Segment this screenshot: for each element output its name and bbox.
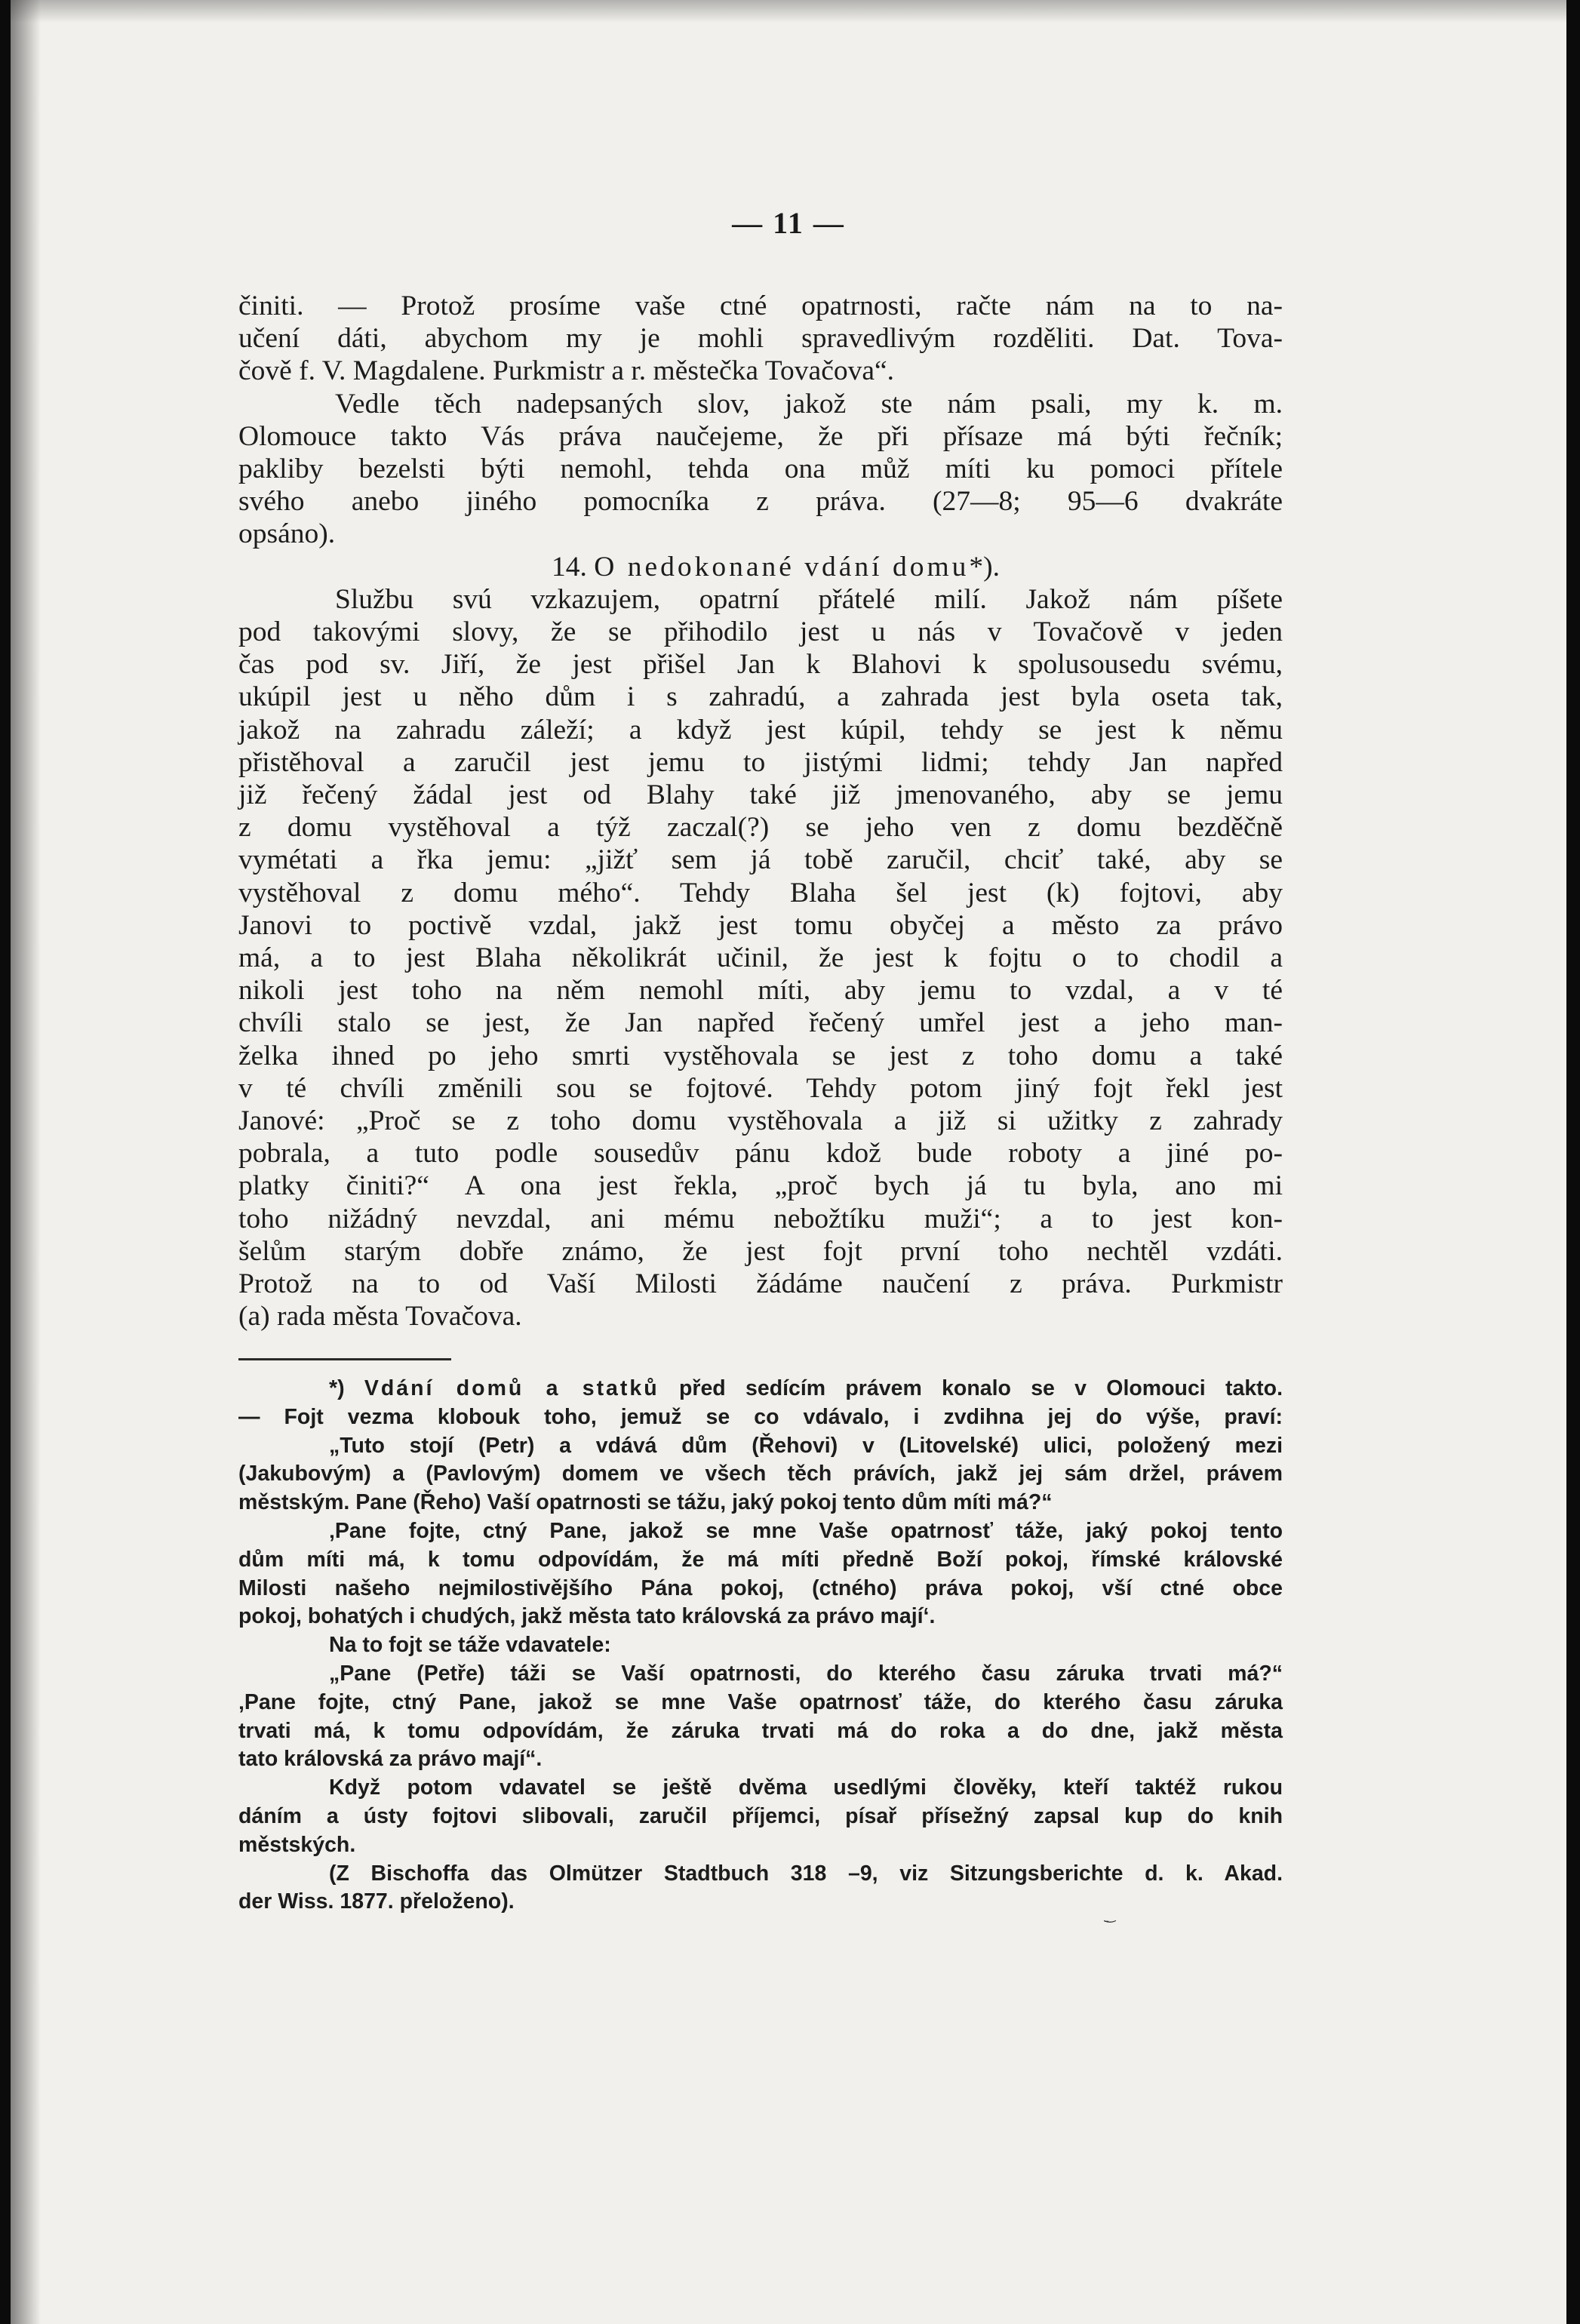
text-line: učení dáti, abychom my je mohli spravedlivým rozděliti. Dat. Tova- [238, 323, 1283, 355]
text-line: jakož na zahradu záleží; a když jest kúpil, tehdy se jest k němu [238, 714, 1283, 745]
text-line: toho nižádný nevzdal, ani mému nebožtíku muži“; a to jest kon- [238, 1203, 1283, 1234]
footnote-line: Na to fojt se táže vdavatele: [329, 1633, 611, 1658]
section-number: 14. [552, 551, 587, 583]
footnote-line: dům míti má, k tomu odpovídám, že má míti předně Boží pokoj, římské královské [238, 1547, 1283, 1572]
text-line: svého anebo jiného pomocníka z práva. (27—8; 95—6 dvakráte [238, 486, 1283, 518]
text-line: Janovi to poctivě vzdal, jakž jest tomu obyčej a město za právo [238, 909, 1283, 941]
text-line: ukúpil jest u něho dům i s zahradú, a zahrada jest byla oseta tak, [238, 681, 1283, 713]
stray-ink-mark-icon: ˍ͜ [1103, 1907, 1110, 1923]
footnote-line: „Pane (Petře) táži se Vaší opatrnosti, do kterého času záruka trvati má?“ [329, 1661, 1283, 1686]
main-text [238, 290, 1283, 1333]
text-line: čas pod sv. Jiří, že jest přišel Jan k Blahovi k spolusousedu svému, [238, 649, 1283, 681]
footnote-line: pokoj, bohatých i chudých, jakž města tato královská za právo mají‘. [238, 1604, 936, 1629]
footnote-mark: *) [329, 1376, 345, 1400]
footnote-lead: Vdání domů a statků [364, 1376, 659, 1400]
footnote-line: tato královská za právo mají“. [238, 1747, 543, 1772]
text-line: pod takovými slovy, že se přihodilo jest u nás v Tovačově v jeden [238, 616, 1283, 648]
text-line: vymétati a řka jemu: „jižť sem já tobě zaručil, chciť také, aby se [238, 844, 1283, 876]
text-line: Janové: „Proč se z toho domu vystěhovala a již si užitky z zahrady [238, 1105, 1283, 1137]
text-line: šelům starým dobře známo, že jest fojt první toho nechtěl vzdáti. [238, 1235, 1283, 1267]
text-line: již řečený žádal jest od Blahy také již jmenovaného, aby se jemu [238, 779, 1283, 811]
footnote-line: ‚Pane fojte, ctný Pane, jakož se mne Vaše opatrnosť táže, jaký pokoj tento [329, 1518, 1283, 1543]
text-line: pobrala, a tuto podle sousedův pánu kdož bude roboty a jiné po- [238, 1138, 1283, 1170]
scanned-page [11, 0, 1566, 2324]
page-number: — 11 — [732, 206, 845, 240]
text-line: Protož na to od Vaší Milosti žádáme naučení z práva. Purkmistr [238, 1268, 1283, 1300]
text-line: Olomouce takto Vás práva naučejeme, že při přísaze má býti řečník; [238, 420, 1283, 452]
text-line: čově f. V. Magdalene. Purkmistr a r. městečka Tovačova“. [238, 355, 895, 387]
section-title: O nedokonané vdání domu [594, 551, 970, 583]
text-line: platky činiti?“ A ona jest řekla, „proč bych já tu byla, ano mi [238, 1170, 1283, 1202]
footnote-line: trvati má, k tomu odpovídám, že záruka trvati má do roka a do dne, jakž města [238, 1718, 1283, 1743]
text-line: Službu svú vzkazujem, opatrní přátelé milí. Jakož nám píšete [335, 583, 1283, 615]
text-line: v té chvíli změnili sou se fojtové. Tehdy potom jiný fojt řekl jest [238, 1072, 1283, 1104]
footnote [238, 1375, 1283, 1917]
text-line: přistěhoval a zaručil jest jemu to jistými lidmi; tehdy Jan napřed [238, 746, 1283, 778]
footnote-line: — Fojt vezma klobouk toho, jemuž se co vdávalo, i zvdihna jej do výše, praví: [238, 1404, 1283, 1429]
text-line: činiti. — Protož prosíme vaše ctné opatrnosti, račte nám na to na- [238, 290, 1283, 321]
text-line: (a) rada města Tovačova. [238, 1301, 522, 1333]
footnote-line: dáním a ústy fojtovi slibovali, zaručil příjemci, písař přísežný zapsal kup do knih [238, 1803, 1283, 1828]
footnote-line: der Wiss. 1877. přeloženo). [238, 1889, 515, 1914]
footnote-line: (Z Bischoffa das Olmützer Stadtbuch 318 –9, viz Sitzungsberichte d. k. Akad. [329, 1861, 1283, 1886]
text-line: nikoli jest toho na něm nemohl míti, aby jemu to vzdal, a v té [238, 975, 1283, 1007]
text-line: Vedle těch nadepsaných slov, jakož ste nám psali, my k. m. [335, 388, 1283, 420]
footnote-line: Když potom vdavatel se ještě dvěma usedlými člověky, kteří taktéž rukou [329, 1775, 1283, 1800]
text-line: chvíli stalo se jest, že Jan napřed řečený umřel jest a jeho man- [238, 1007, 1283, 1039]
text-line: pakliby bezelsti býti nemohl, tehda ona můž míti ku pomoci přítele [238, 453, 1283, 485]
text-line: opsáno). [238, 518, 336, 550]
footnote-line: městským. Pane (Řeho) Vaší opatrnosti se tážu, jaký pokoj tento dům míti má?“ [238, 1490, 1053, 1515]
footnote-line [238, 1375, 1283, 1403]
footnote-lead-rest: před sedícím právem konalo se v Olomouci takto. [678, 1376, 1283, 1400]
footnote-line: Milosti našeho nejmilostivějšího Pána pokoj, (ctného) práva pokoj, vší ctné obce [238, 1575, 1283, 1600]
footnote-line: ‚Pane fojte, ctný Pane, jakož se mne Vaše opatrnosť táže, do kterého času záruka [238, 1689, 1283, 1714]
footnote-line: (Jakubovým) a (Pavlovým) domem ve všech těch právích, jakž jej sám držel, právem [238, 1462, 1283, 1486]
page-top-shadow [11, 0, 1566, 23]
text-line: vystěhoval z domu mého“. Tehdy Blaha šel jest (k) fojtovi, aby [238, 877, 1283, 908]
page-edge-shadow [11, 0, 41, 2324]
footnote-line: městských. [238, 1832, 356, 1857]
footnote-divider [238, 1358, 451, 1360]
section-heading [238, 551, 1283, 583]
footnote-reference: *). [969, 551, 1000, 583]
text-line: má, a to jest Blaha několikrát učinil, že jest k fojtu o to chodil a [238, 942, 1283, 974]
footnote-line: „Tuto stojí (Petr) a vdává dům (Řehovi) v (Litovelské) ulici, položený mezi [329, 1433, 1283, 1458]
text-line: z domu vystěhoval a týž zaczal(?) se jeho ven z domu bezděčně [238, 812, 1283, 844]
text-line: želka ihned po jeho smrti vystěhovala se jest z toho domu a také [238, 1040, 1283, 1071]
